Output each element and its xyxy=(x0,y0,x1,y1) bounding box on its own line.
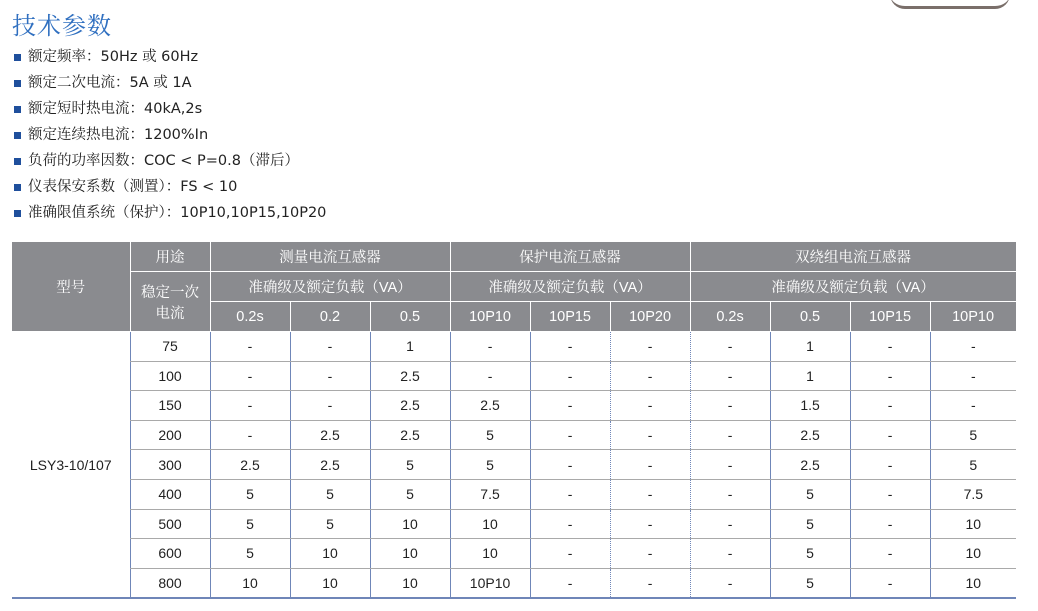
usage-header: 用途 xyxy=(130,242,210,272)
table-header xyxy=(12,242,1016,332)
square-bullet-icon xyxy=(14,210,21,217)
burden-value-cell: 10 xyxy=(930,509,1016,539)
burden-value-cell: - xyxy=(210,332,290,362)
group-header-dual-winding: 双绕组电流互感器 xyxy=(690,242,1016,272)
burden-value-cell: - xyxy=(690,332,770,362)
spec-text: 额定短时热电流：40kA,2s xyxy=(28,101,203,117)
burden-value-cell: 10 xyxy=(930,568,1016,598)
spec-text: 额定二次电流：5A 或 1A xyxy=(28,75,192,91)
spec-text: 额定频率：50Hz 或 60Hz xyxy=(28,49,199,65)
decorative-arc xyxy=(890,0,1010,9)
burden-value-cell: - xyxy=(850,539,930,569)
burden-value-cell: 1 xyxy=(770,361,850,391)
table-row xyxy=(12,479,1016,509)
accuracy-class-header: 0.5 xyxy=(770,302,850,332)
spec-item xyxy=(14,96,326,122)
burden-value-cell: 2.5 xyxy=(290,450,370,480)
burden-value-cell: - xyxy=(530,450,610,480)
model-cell: LSY3-10/107 xyxy=(12,332,130,599)
accuracy-class-header: 10P10 xyxy=(450,302,530,332)
accuracy-class-header: 0.2s xyxy=(210,302,290,332)
burden-value-cell: 5 xyxy=(770,509,850,539)
burden-value-cell: 10 xyxy=(930,539,1016,569)
burden-value-cell: - xyxy=(930,391,1016,421)
spec-text: 仪表保安系数（测置）：FS < 10 xyxy=(28,179,238,195)
accuracy-class-header: 0.2 xyxy=(290,302,370,332)
burden-value-cell: 10 xyxy=(450,509,530,539)
rated-current-cell: 75 xyxy=(130,332,210,362)
burden-value-cell: - xyxy=(210,391,290,421)
accuracy-class-header: 10P15 xyxy=(850,302,930,332)
group-header-measuring: 测量电流互感器 xyxy=(210,242,450,272)
page-title: 技术参数 xyxy=(12,12,112,40)
burden-value-cell: - xyxy=(850,568,930,598)
square-bullet-icon xyxy=(14,158,21,165)
table-row xyxy=(12,361,1016,391)
rated-current-cell: 100 xyxy=(130,361,210,391)
rated-current-cell: 500 xyxy=(130,509,210,539)
burden-value-cell: - xyxy=(530,568,610,598)
burden-value-cell: - xyxy=(530,509,610,539)
burden-value-cell: 10 xyxy=(370,539,450,569)
burden-value-cell: 5 xyxy=(370,479,450,509)
table-row xyxy=(12,391,1016,421)
burden-value-cell: - xyxy=(290,332,370,362)
burden-value-cell: 10 xyxy=(370,509,450,539)
burden-value-cell: 7.5 xyxy=(450,479,530,509)
accuracy-class-header: 0.5 xyxy=(370,302,450,332)
burden-value-cell: 1.5 xyxy=(770,391,850,421)
square-bullet-icon xyxy=(14,54,21,61)
burden-value-cell: 5 xyxy=(770,539,850,569)
burden-value-cell: 10 xyxy=(450,539,530,569)
accuracy-class-header: 10P10 xyxy=(930,302,1016,332)
burden-value-cell: - xyxy=(850,479,930,509)
spec-table xyxy=(12,241,1017,599)
burden-value-cell: - xyxy=(690,539,770,569)
table-row xyxy=(12,539,1016,569)
burden-value-cell: - xyxy=(930,332,1016,362)
burden-value-cell: - xyxy=(690,391,770,421)
burden-value-cell: - xyxy=(450,361,530,391)
accuracy-class-header: 10P15 xyxy=(530,302,610,332)
spec-item xyxy=(14,122,326,148)
burden-value-cell: 5 xyxy=(210,509,290,539)
burden-value-cell: - xyxy=(290,361,370,391)
accuracy-class-header: 10P20 xyxy=(610,302,690,332)
burden-value-cell: 1 xyxy=(370,332,450,362)
table-row xyxy=(12,332,1016,362)
rated-current-cell: 300 xyxy=(130,450,210,480)
burden-value-cell: - xyxy=(690,361,770,391)
burden-value-cell: - xyxy=(610,450,690,480)
burden-value-cell: 10 xyxy=(370,568,450,598)
burden-value-cell: - xyxy=(610,332,690,362)
burden-value-cell: 5 xyxy=(930,420,1016,450)
table-row xyxy=(12,420,1016,450)
burden-value-cell: 5 xyxy=(930,450,1016,480)
burden-value-cell: - xyxy=(210,420,290,450)
burden-value-cell: - xyxy=(290,391,370,421)
burden-value-cell: 5 xyxy=(370,450,450,480)
burden-value-cell: 2.5 xyxy=(370,391,450,421)
burden-value-cell: 5 xyxy=(450,450,530,480)
rated-current-header-line1: 稳定一次 xyxy=(141,284,199,301)
burden-value-cell: 5 xyxy=(450,420,530,450)
table-body xyxy=(12,332,1016,599)
burden-value-cell: 2.5 xyxy=(450,391,530,421)
burden-value-cell: - xyxy=(530,539,610,569)
spec-text: 负荷的功率因数：COC < P=0.8（滞后） xyxy=(28,153,299,169)
burden-value-cell: 5 xyxy=(290,479,370,509)
burden-value-cell: 1 xyxy=(770,332,850,362)
spec-item xyxy=(14,174,326,200)
burden-value-cell: - xyxy=(610,391,690,421)
burden-value-cell: 10 xyxy=(210,568,290,598)
burden-value-cell: - xyxy=(530,420,610,450)
burden-value-cell: 7.5 xyxy=(930,479,1016,509)
rated-current-header xyxy=(130,272,210,332)
spec-list xyxy=(14,44,326,226)
burden-value-cell: 5 xyxy=(770,568,850,598)
spec-text: 准确限值系统（保护）：10P10,10P15,10P20 xyxy=(28,205,327,221)
square-bullet-icon xyxy=(14,184,21,191)
burden-value-cell: 5 xyxy=(210,539,290,569)
spec-item xyxy=(14,44,326,70)
table-row xyxy=(12,568,1016,598)
burden-value-cell: - xyxy=(690,450,770,480)
table-row xyxy=(12,509,1016,539)
burden-value-cell: 2.5 xyxy=(770,450,850,480)
rated-current-header-line2: 电流 xyxy=(155,305,185,322)
burden-value-cell: 2.5 xyxy=(290,420,370,450)
accuracy-class-header: 0.2s xyxy=(690,302,770,332)
burden-value-cell: 2.5 xyxy=(770,420,850,450)
spec-item xyxy=(14,200,326,226)
burden-value-cell: - xyxy=(850,361,930,391)
burden-value-cell: - xyxy=(850,391,930,421)
group-header-protection: 保护电流互感器 xyxy=(450,242,690,272)
spec-item xyxy=(14,70,326,96)
spec-item xyxy=(14,148,326,174)
rated-current-cell: 150 xyxy=(130,391,210,421)
rated-current-cell: 600 xyxy=(130,539,210,569)
square-bullet-icon xyxy=(14,132,21,139)
model-column-header: 型号 xyxy=(12,242,130,332)
burden-value-cell: - xyxy=(690,509,770,539)
square-bullet-icon xyxy=(14,80,21,87)
rated-current-cell: 400 xyxy=(130,479,210,509)
burden-value-cell: 5 xyxy=(210,479,290,509)
sub-header-protection: 准确级及额定负载（VA） xyxy=(450,272,690,302)
burden-value-cell: 5 xyxy=(770,479,850,509)
burden-value-cell: - xyxy=(690,568,770,598)
burden-value-cell: - xyxy=(690,420,770,450)
sub-header-dual-winding: 准确级及额定负载（VA） xyxy=(690,272,1016,302)
burden-value-cell: 10 xyxy=(290,539,370,569)
burden-value-cell: - xyxy=(610,420,690,450)
table-row xyxy=(12,450,1016,480)
burden-value-cell: - xyxy=(530,332,610,362)
burden-value-cell: - xyxy=(850,420,930,450)
burden-value-cell: - xyxy=(610,509,690,539)
burden-value-cell: - xyxy=(690,479,770,509)
burden-value-cell: 10P10 xyxy=(450,568,530,598)
burden-value-cell: - xyxy=(450,332,530,362)
burden-value-cell: 2.5 xyxy=(210,450,290,480)
burden-value-cell: - xyxy=(610,479,690,509)
burden-value-cell: - xyxy=(610,539,690,569)
burden-value-cell: - xyxy=(530,479,610,509)
burden-value-cell: - xyxy=(850,450,930,480)
rated-current-cell: 200 xyxy=(130,420,210,450)
burden-value-cell: 2.5 xyxy=(370,361,450,391)
sub-header-measuring: 准确级及额定负载（VA） xyxy=(210,272,450,302)
burden-value-cell: - xyxy=(530,391,610,421)
burden-value-cell: 5 xyxy=(290,509,370,539)
burden-value-cell: - xyxy=(610,361,690,391)
burden-value-cell: - xyxy=(210,361,290,391)
rated-current-cell: 800 xyxy=(130,568,210,598)
burden-value-cell: - xyxy=(610,568,690,598)
burden-value-cell: - xyxy=(850,509,930,539)
burden-value-cell: - xyxy=(930,361,1016,391)
burden-value-cell: - xyxy=(530,361,610,391)
burden-value-cell: - xyxy=(850,332,930,362)
burden-value-cell: 2.5 xyxy=(370,420,450,450)
burden-value-cell: 10 xyxy=(290,568,370,598)
spec-text: 额定连续热电流：1200%In xyxy=(28,127,209,143)
square-bullet-icon xyxy=(14,106,21,113)
